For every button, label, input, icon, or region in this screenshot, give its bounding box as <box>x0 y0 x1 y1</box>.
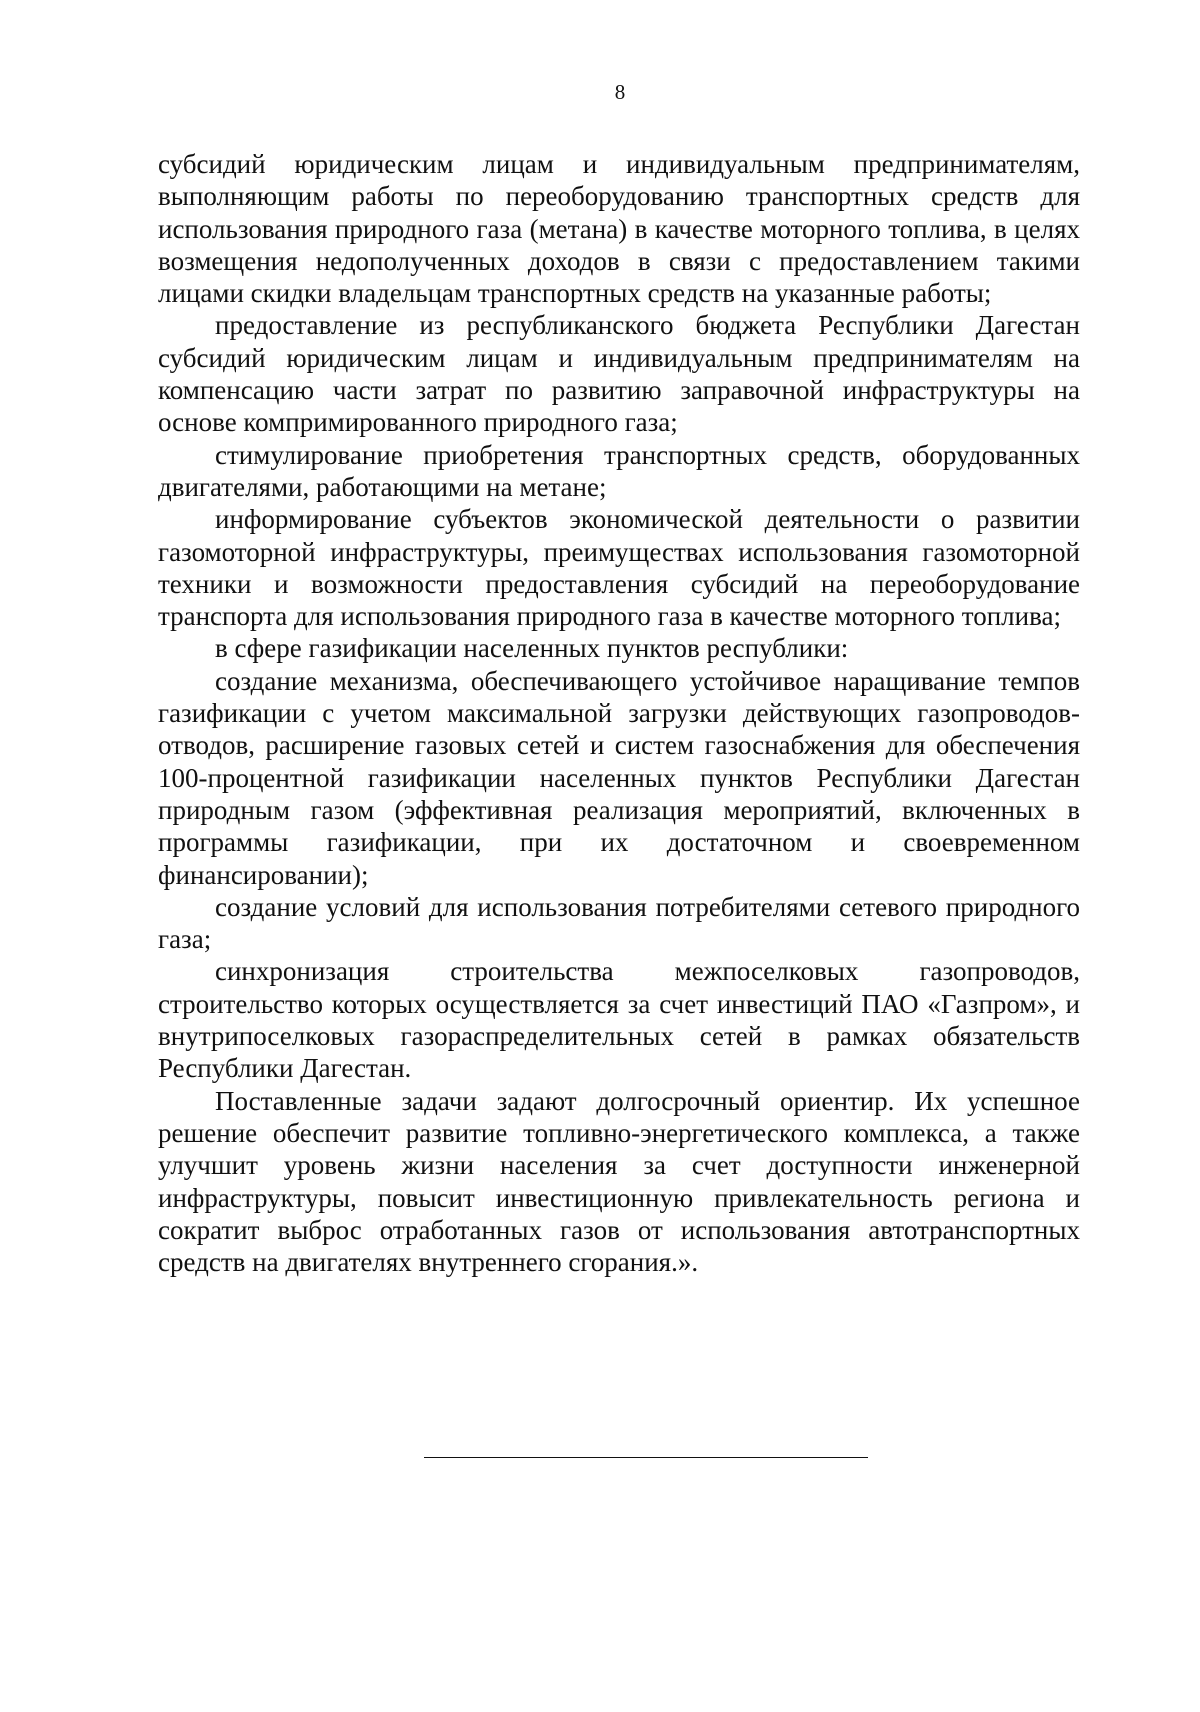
paragraph-synchronization: синхронизация строительства межпоселковых газопроводов, строительство которых осуществляется за счет инвестиций ПАО «Газпром», и внутрипоселковых газораспределительных сетей в рамках обязательств Республики Дагестан. <box>158 956 1080 1084</box>
paragraph-informing: информирование субъектов экономической деятельности о развитии газомоторной инфраструктуры, преимуществах использования газомоторной техники и возможности предоставления субсидий на переоборудование транспорта для использования природного газа в качестве моторного топлива; <box>158 504 1080 632</box>
paragraph-vehicle-stimulation: стимулирование приобретения транспортных средств, оборудованных двигателями, работающими на метане; <box>158 439 1080 502</box>
document-body <box>158 148 1080 1278</box>
paragraph-conclusion: Поставленные задачи задают долгосрочный ориентир. Их успешное решение обеспечит развитие топливно-энергетического комплекса, а также улучшит уровень жизни населения за счет доступности инженерной инфраструктуры, повысит инвестиционную привлекательность региона и сократит выброс отработанных газов от использования автотранспортных средств на двигателях внутреннего сгорания.». <box>158 1085 1080 1278</box>
paragraph-subsidies-conversion: субсидий юридическим лицам и индивидуальным предпринимателям, выполняющим работы по переоборудованию транспортных средств для использования природного газа (метана) в качестве моторного топлива, в целях возмещения недополученных доходов в связи с предоставлением такими лицами скидки владельцам транспортных средств на указанные работы; <box>158 149 1080 309</box>
paragraph-consumer-conditions: создание условий для использования потребителями сетевого природного газа; <box>158 891 1080 955</box>
end-divider <box>424 1457 868 1458</box>
page-number: 8 <box>614 80 626 104</box>
paragraph-subsidies-infrastructure: предоставление из республиканского бюджета Республики Дагестан субсидий юридическим лицам и индивидуальным предпринимателям на компенсацию части затрат по развитию заправочной инфраструктуры на основе компримированного природного газа; <box>158 310 1080 438</box>
paragraph-gasification-mechanism: создание механизма, обеспечивающего устойчивое наращивание темпов газификации с учетом максимальной загрузки действующих газопроводов-отводов, расширение газовых сетей и систем газоснабжения для обеспечения 100-процентной газификации населенных пунктов Республики Дагестан природным газом (эффективная реализация мероприятий, включенных в программы газификации, при их достаточном и своевременном финансировании); <box>158 665 1080 890</box>
paragraph-gasification-heading: в сфере газификации населенных пунктов республики: <box>215 633 849 664</box>
